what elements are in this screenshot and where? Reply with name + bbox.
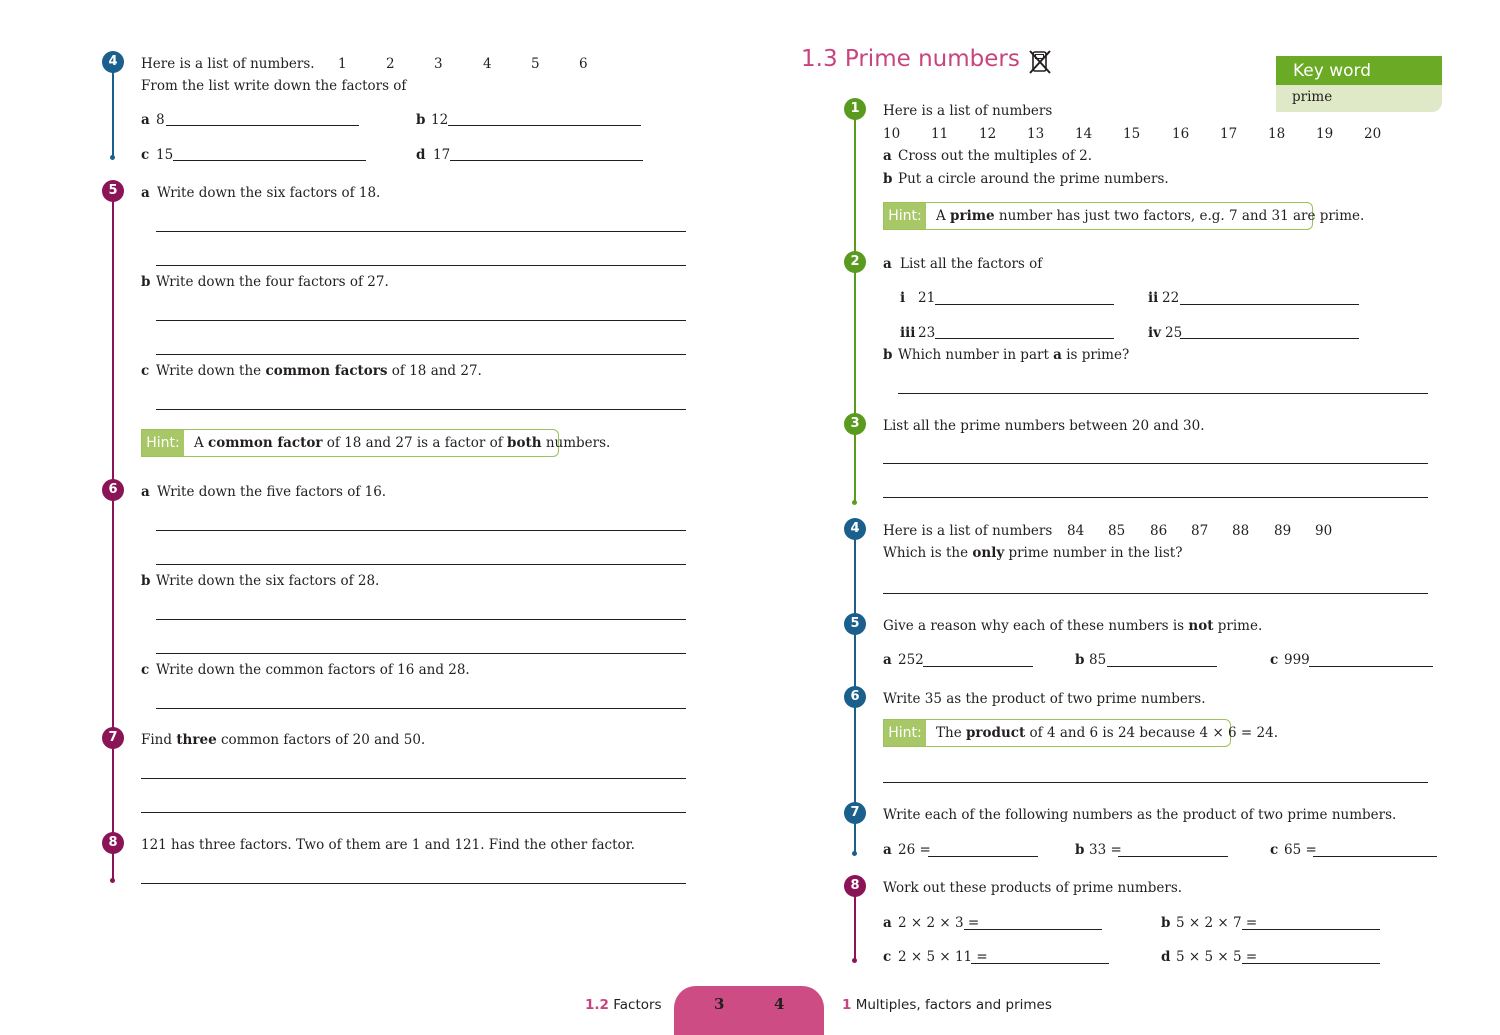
question-badge: 8 [844, 875, 866, 897]
q5-timeline [112, 190, 114, 480]
answer-line[interactable] [156, 354, 686, 355]
part-label: c [141, 662, 150, 678]
part-value: 12 [431, 112, 449, 128]
question-badge: 8 [102, 832, 124, 854]
answer-line[interactable] [156, 653, 686, 654]
list-number: 86 [1150, 523, 1168, 539]
answer-line[interactable] [935, 338, 1114, 339]
list-number: 19 [1316, 126, 1334, 142]
answer-line[interactable] [156, 265, 686, 266]
list-number: 17 [1220, 126, 1238, 142]
hint-box [883, 202, 1365, 230]
question-badge: 1 [844, 98, 866, 120]
part-value: 85 [1089, 652, 1107, 668]
answer-line[interactable] [883, 463, 1428, 464]
question-badge: 5 [844, 613, 866, 635]
part-value: 26 = [898, 842, 931, 858]
part-label: b [416, 112, 426, 128]
list-number: 1 [338, 56, 347, 72]
part-label: a [883, 256, 892, 272]
question-text: Find three common factors of 20 and 50. [141, 732, 426, 748]
part-value: 2 × 5 × 11 = [898, 949, 988, 965]
list-number: 14 [1075, 126, 1093, 142]
part-value: 25 [1165, 325, 1183, 341]
part-value: 23 [918, 325, 936, 341]
section-title: 1.3 Prime numbers [801, 46, 1020, 72]
blue-timeline-end [852, 851, 857, 856]
answer-line[interactable] [156, 409, 686, 410]
question-text: Write down the common factors of 18 and 27. [156, 363, 482, 379]
answer-line[interactable] [1242, 963, 1380, 964]
question-text: Which is the only prime number in the list? [883, 545, 1183, 561]
page-number-right: 4 [774, 995, 785, 1013]
part-value: 2 × 2 × 3 = [898, 915, 980, 931]
part-label: c [141, 147, 150, 163]
question-badge: 3 [844, 413, 866, 435]
green-timeline [854, 110, 856, 502]
part-value: 65 = [1284, 842, 1317, 858]
question-badge: 7 [844, 802, 866, 824]
hint-box [141, 429, 611, 457]
question-text: Write down the six factors of 28. [156, 573, 380, 589]
answer-line[interactable] [883, 593, 1428, 594]
list-number: 88 [1232, 523, 1250, 539]
question-text: Which number in part a is prime? [898, 347, 1130, 363]
question-text: Give a reason why each of these numbers is not prime. [883, 618, 1263, 634]
answer-line[interactable] [928, 856, 1038, 857]
part-label: b [1075, 652, 1085, 668]
part-label: a [141, 185, 150, 201]
part-value: 17 [433, 147, 451, 163]
list-number: 90 [1315, 523, 1333, 539]
part-value: 33 = [1089, 842, 1122, 858]
question-text: Here is a list of numbers. [141, 56, 315, 72]
part-value: 15 [156, 147, 174, 163]
part-label: c [883, 949, 892, 965]
answer-line[interactable] [448, 125, 641, 126]
answer-line[interactable] [923, 666, 1033, 667]
list-number: 87 [1191, 523, 1209, 539]
hint-text: A common factor of 18 and 27 is a factor of both numbers. [194, 435, 611, 451]
list-number: 12 [979, 126, 997, 142]
answer-line[interactable] [156, 564, 686, 565]
part-label: a [141, 484, 150, 500]
list-number: 15 [1123, 126, 1141, 142]
part-value: 5 × 5 × 5 = [1176, 949, 1258, 965]
question-badge: 6 [844, 686, 866, 708]
answer-line[interactable] [156, 231, 686, 232]
part-label: a [883, 842, 892, 858]
question-badge: 5 [102, 180, 124, 202]
answer-line[interactable] [156, 619, 686, 620]
list-number: 11 [931, 126, 949, 142]
part-label: a [883, 652, 892, 668]
part-label: b [1161, 915, 1171, 931]
part-label: b [883, 171, 893, 187]
list-number: 3 [434, 56, 443, 72]
question-text: Write each of the following numbers as the product of two prime numbers. [883, 807, 1397, 823]
question-text: Here is a list of numbers [883, 523, 1053, 539]
hint-box [883, 719, 1278, 747]
list-number: 13 [1027, 126, 1045, 142]
answer-line[interactable] [156, 530, 686, 531]
part-label: a [883, 148, 892, 164]
answer-line[interactable] [141, 812, 686, 813]
question-badge: 4 [102, 51, 124, 73]
hint-label: Hint: [142, 430, 184, 456]
question-badge: 2 [844, 251, 866, 273]
footer-right-chapter: 1 Multiples, factors and primes [842, 997, 1052, 1013]
q8-timeline-end [110, 878, 115, 883]
hint-label: Hint: [884, 203, 926, 229]
question-text: Work out these products of prime numbers. [883, 880, 1183, 896]
part-label: a [883, 915, 892, 931]
answer-line[interactable] [450, 160, 643, 161]
part-label: d [416, 147, 426, 163]
answer-line[interactable] [898, 393, 1428, 394]
page-number-tab [674, 986, 824, 1035]
answer-line[interactable] [1242, 929, 1380, 930]
list-number: 6 [579, 56, 588, 72]
part-value: 252 [898, 652, 924, 668]
q8-timeline-end [852, 958, 857, 963]
answer-line[interactable] [166, 125, 359, 126]
question-text: Write down the six factors of 18. [157, 185, 381, 201]
answer-line[interactable] [141, 883, 686, 884]
list-number: 2 [386, 56, 395, 72]
keyword-box [1276, 56, 1442, 112]
list-number: 20 [1364, 126, 1382, 142]
part-value: 999 [1284, 652, 1310, 668]
answer-line[interactable] [1309, 666, 1433, 667]
answer-line[interactable] [1107, 666, 1217, 667]
question-text: Cross out the multiples of 2. [898, 148, 1093, 164]
answer-line[interactable] [173, 160, 366, 161]
part-label: d [1161, 949, 1171, 965]
question-text: List all the factors of [900, 256, 1043, 272]
list-number: 85 [1108, 523, 1126, 539]
question-text: From the list write down the factors of [141, 78, 407, 94]
part-label: i [900, 290, 906, 306]
list-number: 4 [483, 56, 492, 72]
answer-line[interactable] [1118, 856, 1228, 857]
answer-line[interactable] [1180, 338, 1359, 339]
q4-timeline-end [110, 155, 115, 160]
answer-line[interactable] [156, 320, 686, 321]
question-text: Write 35 as the product of two prime numbers. [883, 691, 1206, 707]
part-label: ii [1148, 290, 1159, 306]
answer-line[interactable] [964, 929, 1102, 930]
part-label: b [883, 347, 893, 363]
keyword-item: prime [1292, 89, 1333, 105]
answer-line[interactable] [883, 497, 1428, 498]
calculator-not-allowed-icon [1028, 49, 1052, 75]
answer-line[interactable] [1180, 304, 1359, 305]
part-label: a [141, 112, 150, 128]
question-text: Put a circle around the prime numbers. [898, 171, 1169, 187]
hint-text: A prime number has just two factors, e.g. 7 and 31 are prime. [936, 208, 1365, 224]
part-label: b [1075, 842, 1085, 858]
answer-line[interactable] [1313, 856, 1437, 857]
answer-line[interactable] [141, 778, 686, 779]
part-value: 22 [1162, 290, 1180, 306]
hint-label: Hint: [884, 720, 926, 746]
answer-line[interactable] [156, 708, 686, 709]
list-number: 16 [1172, 126, 1190, 142]
part-label: c [1270, 652, 1279, 668]
question-text: Write down the common factors of 16 and 28. [156, 662, 470, 678]
list-number: 10 [883, 126, 901, 142]
part-label: iv [1148, 325, 1161, 341]
page-number-left: 3 [714, 995, 725, 1013]
part-value: 5 × 2 × 7 = [1176, 915, 1258, 931]
part-label: c [141, 363, 150, 379]
question-badge: 6 [102, 479, 124, 501]
part-label: b [141, 274, 151, 290]
list-number: 89 [1274, 523, 1292, 539]
answer-line[interactable] [935, 304, 1114, 305]
part-label: c [1270, 842, 1279, 858]
part-label: iii [900, 325, 916, 341]
question-text: Write down the four factors of 27. [156, 274, 389, 290]
part-value: 8 [156, 112, 165, 128]
question-text: List all the prime numbers between 20 and 30. [883, 418, 1205, 434]
question-text: Write down the five factors of 16. [157, 484, 387, 500]
question-badge: 7 [102, 727, 124, 749]
part-label: b [141, 573, 151, 589]
green-timeline-end [852, 500, 857, 505]
part-value: 21 [918, 290, 936, 306]
keyword-title: Key word [1293, 61, 1372, 81]
question-badge: 4 [844, 518, 866, 540]
answer-line[interactable] [971, 963, 1109, 964]
list-number: 84 [1067, 523, 1085, 539]
question-text: Here is a list of numbers [883, 103, 1053, 119]
answer-line[interactable] [883, 782, 1428, 783]
question-text: 121 has three factors. Two of them are 1 and 121. Find the other factor. [141, 837, 635, 853]
footer-left-section: 1.2 Factors [585, 997, 662, 1013]
q4-timeline [112, 68, 114, 158]
hint-text: The product of 4 and 6 is 24 because 4 × 6 = 24. [936, 725, 1278, 741]
list-number: 18 [1268, 126, 1286, 142]
q6-timeline [112, 490, 114, 730]
list-number: 5 [531, 56, 540, 72]
